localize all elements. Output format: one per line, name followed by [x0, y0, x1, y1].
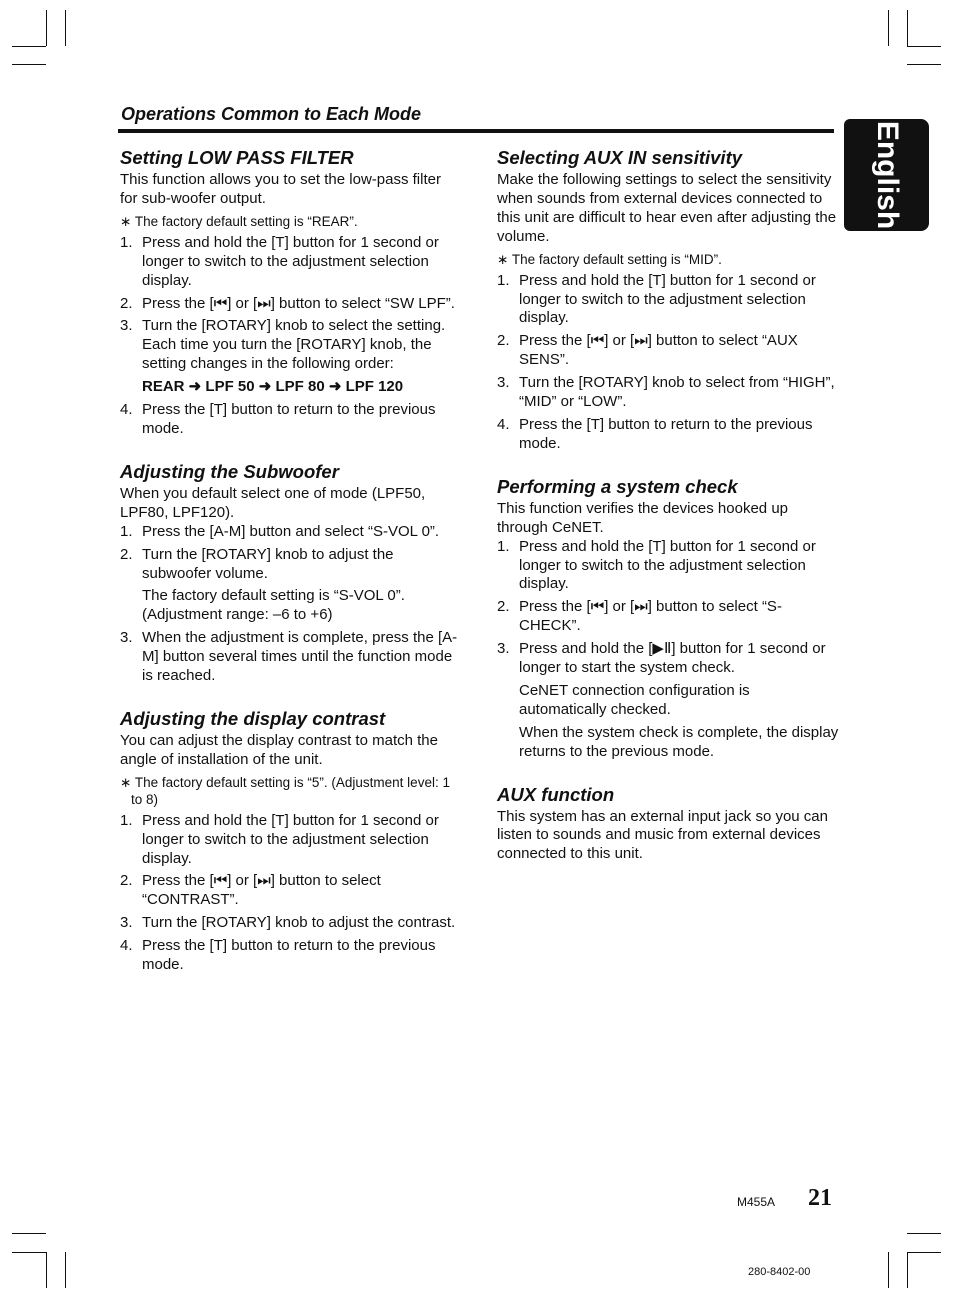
page-number: 21 — [808, 1185, 832, 1211]
right-column — [497, 148, 839, 887]
crop-mark — [907, 1252, 941, 1253]
crop-mark — [907, 64, 941, 65]
step-text: Press and hold the [T] button for 1 second or longer to switch to the adjustment selection display. — [142, 233, 439, 289]
step-text: Press the [⏮] or [⏭] button to select “AUX SENS”. — [519, 332, 798, 369]
crop-mark — [12, 46, 46, 47]
section — [497, 148, 839, 454]
step-number: 3. — [497, 374, 510, 392]
step-item — [497, 538, 839, 595]
step-number: 2. — [120, 294, 133, 312]
step-text: Press the [T] button to return to the previous mode. — [142, 937, 436, 974]
crop-mark — [65, 10, 66, 46]
step-list — [497, 272, 839, 454]
step-item — [120, 914, 462, 933]
crop-mark — [46, 10, 47, 46]
section-heading: Adjusting the display contrast — [120, 707, 386, 729]
step-number: 1. — [120, 233, 133, 251]
step-number: 4. — [120, 937, 133, 955]
step-text: Turn the [ROTARY] knob to select from “HIGH”, “MID” or “LOW”. — [519, 374, 835, 411]
step-text: Press the [⏮] or [⏭] button to select “SW LPF”. — [142, 294, 455, 312]
step-text: Turn the [ROTARY] knob to adjust the contrast. — [142, 914, 456, 932]
step-number: 2. — [497, 332, 510, 350]
step-item — [120, 872, 462, 910]
step-text: Turn the [ROTARY] knob to adjust the subwoofer volume. — [142, 545, 394, 582]
section — [497, 477, 839, 762]
step-item — [120, 234, 462, 291]
step-item — [497, 598, 839, 636]
step-number: 1. — [497, 271, 510, 289]
left-column — [120, 148, 462, 998]
step-text: Press and hold the [T] button for 1 second or longer to switch to the adjustment selection display. — [142, 811, 439, 867]
crop-mark — [12, 64, 46, 65]
step-number: 2. — [497, 598, 510, 616]
step-detail: The factory default setting is “S-VOL 0”. (Adjustment range: –6 to +6) — [142, 587, 405, 624]
step-text: When the adjustment is complete, press the [A-M] button several times until the function mode is reached. — [142, 629, 458, 685]
section-intro: This function allows you to set the low-pass filter for sub-woofer output. — [120, 171, 441, 207]
step-item — [120, 295, 462, 314]
model-code: M455A — [737, 1195, 776, 1209]
section-intro: This function verifies the devices hooked up through CeNET. — [497, 499, 788, 536]
language-tab-label: English — [870, 120, 904, 230]
step-text: Press and hold the [▶Ⅱ] button for 1 second or longer to start the system check. — [519, 640, 826, 677]
step-text: Press the [⏮] or [⏭] button to select “CONTRAST”. — [142, 872, 381, 909]
step-item — [120, 401, 462, 439]
section — [497, 785, 839, 865]
step-item — [120, 546, 462, 626]
section-intro: Make the following settings to select the sensitivity when sounds from external devices connected to this unit are difficult to hear even after adjusting the volume. — [497, 171, 837, 245]
step-item — [497, 272, 839, 329]
step-item — [120, 523, 462, 542]
step-text: Press the [T] button to return to the previous mode. — [142, 401, 436, 437]
step-number: 3. — [120, 629, 133, 647]
section-heading: Selecting AUX IN sensitivity — [497, 147, 743, 168]
crop-mark — [907, 46, 941, 47]
step-item — [497, 374, 839, 412]
step-detail: CeNET connection configuration is automatically checked. — [519, 681, 750, 718]
crop-mark — [907, 10, 908, 46]
section-heading: Performing a system check — [497, 475, 738, 497]
step-item — [120, 812, 462, 869]
crop-mark — [12, 1233, 46, 1234]
step-item — [497, 416, 839, 454]
crop-mark — [907, 1252, 908, 1288]
step-item — [120, 317, 462, 397]
step-text: Press the [A-M] button and select “S-VOL 0”. — [142, 522, 440, 540]
section — [120, 709, 462, 975]
crop-mark — [12, 1252, 46, 1253]
crop-mark — [888, 1252, 889, 1288]
section-title: Operations Common to Each Mode — [121, 104, 422, 124]
step-list — [120, 234, 462, 439]
step-text: Press the [T] button to return to the previous mode. — [519, 415, 813, 452]
step-number: 3. — [120, 317, 133, 335]
language-tab — [844, 119, 929, 231]
default-note: ∗ The factory default setting is “REAR”. — [120, 213, 358, 229]
part-number: 280-8402-00 — [748, 1266, 811, 1278]
section-heading: AUX function — [497, 783, 615, 805]
step-number: 2. — [120, 872, 133, 890]
crop-mark — [65, 1252, 66, 1288]
crop-mark — [46, 1252, 47, 1288]
section-intro: You can adjust the display contrast to match the angle of installation of the unit. — [120, 731, 438, 768]
step-number: 1. — [497, 537, 510, 555]
section — [120, 148, 462, 439]
step-item — [497, 640, 839, 761]
section-rule — [118, 129, 834, 133]
default-note: ∗ The factory default setting is “MID”. — [497, 251, 722, 267]
step-list — [120, 812, 462, 975]
step-detail: When the system check is complete, the display returns to the previous mode. — [519, 723, 839, 760]
step-number: 2. — [120, 545, 133, 563]
step-text: Turn the [ROTARY] knob to select the setting. Each time you turn the [ROTARY] knob, the setting changes in the following order: — [142, 317, 446, 373]
step-number: 1. — [120, 811, 133, 829]
crop-mark — [907, 1233, 941, 1234]
section — [120, 462, 462, 686]
step-list — [120, 523, 462, 686]
section-intro: This system has an external input jack so you can listen to sounds and music from external devices connected to this unit. — [497, 807, 828, 863]
step-number: 4. — [497, 415, 510, 433]
step-item — [120, 937, 462, 975]
crop-mark — [888, 10, 889, 46]
step-text: Press and hold the [T] button for 1 second or longer to switch to the adjustment selection display. — [519, 271, 816, 327]
step-item — [120, 629, 462, 686]
step-item — [497, 332, 839, 370]
section-heading: Adjusting the Subwoofer — [120, 460, 339, 482]
step-text: Press the [⏮] or [⏭] button to select “S-CHECK”. — [519, 598, 782, 635]
section-heading: Setting LOW PASS FILTER — [120, 147, 354, 168]
step-number: 3. — [497, 640, 510, 658]
step-number: 4. — [120, 401, 133, 419]
default-note: ∗ The factory default setting is “5”. (Adjustment level: 1 to 8) — [120, 774, 450, 807]
section-intro: When you default select one of mode (LPF50, LPF80, LPF120). — [120, 484, 426, 521]
step-text: Press and hold the [T] button for 1 second or longer to switch to the adjustment selection display. — [519, 537, 816, 593]
step-number: 3. — [120, 914, 133, 932]
step-number: 1. — [120, 522, 133, 540]
step-list — [497, 538, 839, 762]
step-detail: REAR ➜ LPF 50 ➜ LPF 80 ➜ LPF 120 — [142, 378, 404, 396]
